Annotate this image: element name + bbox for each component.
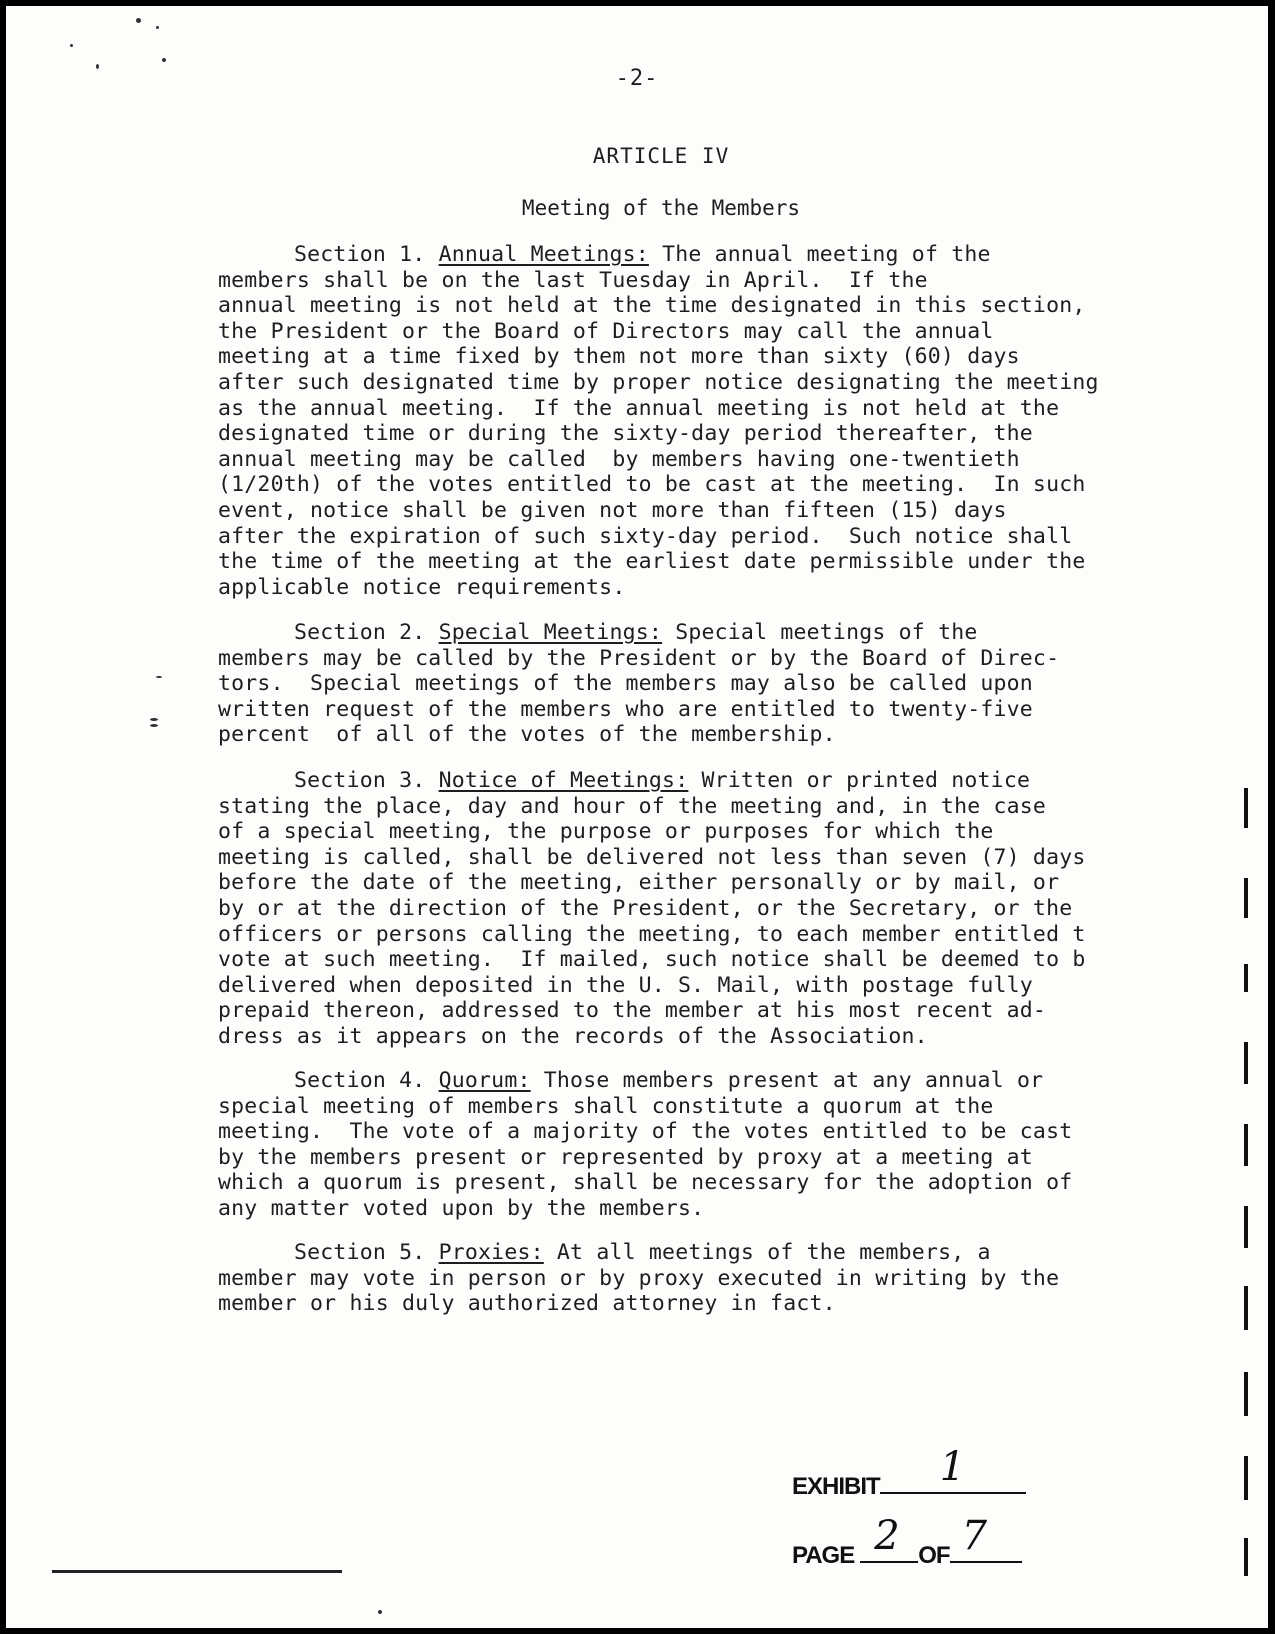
section-first-line: At all meetings of the members, a <box>543 1240 991 1265</box>
scan-speck <box>378 1610 382 1614</box>
revision-bar <box>1244 1456 1248 1500</box>
section-label: Section 3. <box>294 768 426 793</box>
section-heading: Notice of Meetings: <box>438 768 689 793</box>
section-3 <box>218 768 1208 1050</box>
scan-speck <box>162 58 166 62</box>
section-heading: Proxies: <box>438 1240 544 1265</box>
exhibit-label: EXHIBIT <box>792 1473 880 1500</box>
page-blank <box>860 1513 918 1563</box>
article-subtitle: Meeting of the Members <box>521 196 801 220</box>
scan-speck <box>70 44 73 47</box>
revision-bar <box>1244 1538 1248 1576</box>
document-page <box>6 6 1268 1628</box>
revision-bar <box>1244 878 1248 918</box>
section-first-line: Those members present at any annual or <box>530 1068 1044 1093</box>
page-row <box>792 1513 1026 1570</box>
scan-speck <box>156 676 162 678</box>
exhibit-number: 1 <box>939 1444 966 1490</box>
section-heading: Quorum: <box>438 1068 531 1093</box>
section-first-line: The annual meeting of the <box>648 242 991 267</box>
article-title: ARTICLE IV <box>592 144 730 168</box>
exhibit-blank <box>880 1444 1026 1494</box>
section-body: members may be called by the President or by the Board of Direc- tors. Special meetings of the members may also be called upon written request of the members who are entitled to twenty-five percent of all of the votes of the membership. <box>218 645 1060 748</box>
revision-bar <box>1244 1124 1248 1166</box>
section-body: member may vote in person or by proxy executed in writing by the member or his duly authorized attorney in fact. <box>218 1265 1060 1317</box>
section-body: stating the place, day and hour of the meeting and, in the case of a special meeting, the purpose or purposes for which the meeting is called, shall be delivered not less than seven (7) days before the date of the meeting, either personally or by mail, or by or at the direction of the President, or the Secretary, or the officers or persons calling the meeting, to each member entitled t vote at such meeting. If mailed, such notice shall be deemed to b delivered when deposited in the U. S. Mail, with postage fully prepaid thereon, addressed to the member at his most recent ad- dress as it appears on the records of the Association. <box>218 793 1086 1049</box>
scan-speck <box>136 18 141 23</box>
section-heading: Annual Meetings: <box>438 242 649 267</box>
section-label: Section 2. <box>294 620 426 645</box>
scan-speck <box>150 718 158 721</box>
of-value: 7 <box>961 1513 988 1559</box>
revision-bar <box>1244 964 1248 992</box>
revision-bar <box>1244 788 1248 828</box>
revision-bar <box>1244 1206 1248 1248</box>
section-body: special meeting of members shall constitute a quorum at the meeting. The vote of a majority of the votes entitled to be cast by the members present or represented by proxy at a meeting at which a quorum is present, shall be necessary for the adoption of any matter voted upon by the members. <box>218 1093 1073 1221</box>
revision-bar <box>1244 1286 1248 1330</box>
section-first-line: Written or printed notice <box>688 768 1031 793</box>
section-first-line: Special meetings of the <box>662 620 978 645</box>
section-label: Section 5. <box>294 1240 426 1265</box>
revision-bar <box>1244 1372 1248 1416</box>
section-label: Section 4. <box>294 1068 426 1093</box>
scan-speck <box>96 64 99 69</box>
exhibit-row <box>792 1444 1026 1501</box>
page-label: PAGE <box>792 1542 855 1569</box>
revision-bar <box>1244 1042 1248 1084</box>
section-1 <box>218 242 1208 600</box>
section-label: Section 1. <box>294 242 426 267</box>
of-blank <box>950 1513 1022 1563</box>
section-heading: Special Meetings: <box>438 620 663 645</box>
page-value: 2 <box>874 1513 900 1559</box>
section-2 <box>218 620 1208 748</box>
of-label: OF <box>918 1542 950 1569</box>
scan-speck <box>150 724 158 727</box>
section-4 <box>218 1068 1208 1222</box>
scan-artifact-line <box>52 1570 342 1573</box>
scan-speck <box>156 26 159 29</box>
section-body: members shall be on the last Tuesday in April. If the annual meeting is not held at the time designated in this section, the President or the Board of Directors may call the annual meeting at a time fixed by them not more than sixty (60) days after such designated time by proper notice designating the meeting as the annual meeting. If the annual meeting is not held at the designated time or during the sixty-day period thereafter, the annual meeting may be called by members having one-twentieth (1/20th) of the votes entitled to be cast at the meeting. In such event, notice shall be given not more than fifteen (15) days after the expiration of such sixty-day period. Such notice shall the time of the meeting at the earliest date permissible under the applicable notice requirements. <box>218 267 1099 600</box>
section-5 <box>218 1240 1208 1317</box>
exhibit-stamp <box>792 1444 1026 1570</box>
page-number: -2- <box>615 66 659 91</box>
